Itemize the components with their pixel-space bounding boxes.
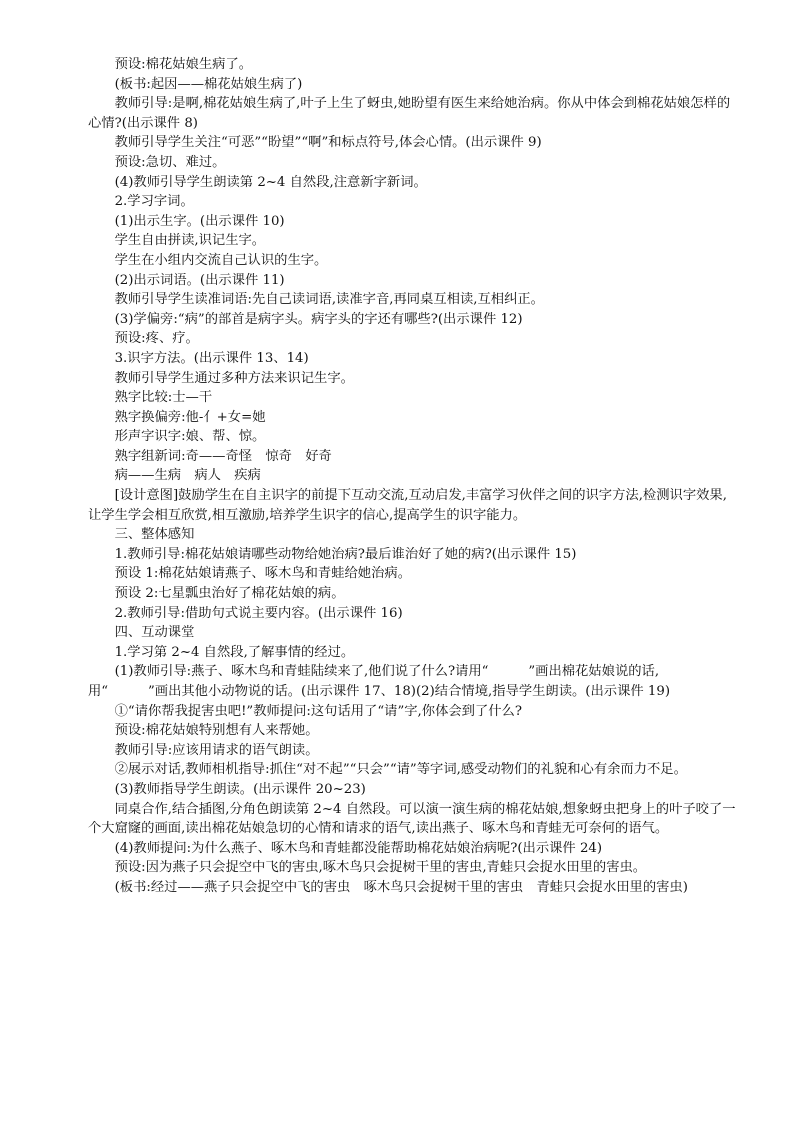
paragraph: 3.识字方法。(出示课件 13、14) bbox=[114, 350, 309, 366]
paragraph: 预设 2:七星瓢虫治好了棉花姑娘的病。 bbox=[114, 586, 345, 602]
paragraph: 教师引导学生读准词语:先自己读词语,读准字音,再同桌互相读,互相纠正。 bbox=[114, 292, 544, 308]
paragraph: 2.学习字词。 bbox=[114, 194, 194, 210]
paragraph: (3)学偏旁:“病”的部首是病字头。病字头的字还有哪些?(出示课件 12) bbox=[114, 311, 523, 327]
paragraph: 预设:疼、疗。 bbox=[114, 331, 199, 347]
paragraph: 教师引导:是啊,棉花姑娘生病了,叶子上生了蚜虫,她盼望有医生来给她治病。你从中体会到棉花姑娘怎样的心情?(出示课件 8) bbox=[88, 96, 731, 131]
paragraph: 预设:急切、难过。 bbox=[114, 154, 226, 170]
paragraph: 预设:棉花姑娘特别想有人来帮她。 bbox=[114, 723, 319, 739]
paragraph: 2.教师引导:借助句式说主要内容。(出示课件 16) bbox=[114, 605, 403, 621]
paragraph: 预设:棉花姑娘生病了。 bbox=[114, 57, 253, 72]
paragraph: (板书:起因——棉花姑娘生病了) bbox=[114, 76, 303, 92]
paragraph: 教师引导:应该用请求的语气朗读。 bbox=[114, 742, 319, 758]
paragraph: 同桌合作,结合插图,分角色朗读第 2~4 自然段。可以演一演生病的棉花姑娘,想象蚜虫把身上的叶子咬了一个大窟窿的画面,读出棉花姑娘急切的心情和请求的语气,读出燕子、啄木鸟和青蛙无可奈何的语气。 bbox=[88, 801, 736, 837]
document-page bbox=[88, 55, 738, 898]
paragraph: 教师引导学生通过多种方法来识记生字。 bbox=[114, 370, 354, 386]
paragraph: 熟字换偏旁:他-亻+女=她 bbox=[114, 409, 266, 425]
paragraph: (1)出示生字。(出示课件 10) bbox=[114, 213, 285, 229]
paragraph: 形声字识字:娘、帮、惊。 bbox=[114, 429, 266, 445]
paragraph: 学生自由拼读,识记生字。 bbox=[114, 233, 266, 249]
paragraph: (4)教师提问:为什么燕子、啄木鸟和青蛙都没能帮助棉花姑娘治病呢?(出示课件 24) bbox=[114, 840, 603, 856]
paragraph: 学生在小组内交流自己认识的生字。 bbox=[114, 252, 328, 268]
section-heading: 四、互动课堂 bbox=[114, 625, 195, 641]
paragraph: 预设:因为燕子只会捉空中飞的害虫,啄木鸟只会捉树干里的害虫,青蛙只会捉水田里的害虫。 bbox=[114, 860, 647, 876]
paragraph: 预设 1:棉花姑娘请燕子、啄木鸟和青蛙给她治病。 bbox=[114, 566, 411, 582]
paragraph: (4)教师引导学生朗读第 2~4 自然段,注意新字新词。 bbox=[114, 174, 427, 190]
paragraph: (1)教师引导:燕子、啄木鸟和青蛙陆续来了,他们说了什么?请用“ ”画出棉花姑娘说的话,用“ ”画出其他小动物说的话。(出示课件 17、18)(2)结合情境,指导学生朗读。(出示课件 19) bbox=[88, 664, 671, 699]
paragraph: (2)出示词语。(出示课件 11) bbox=[114, 272, 285, 288]
paragraph: (板书:经过——燕子只会捉空中飞的害虫 啄木鸟只会捉树干里的害虫 青蛙只会捉水田里的害虫) bbox=[114, 879, 688, 895]
paragraph: ①“请你帮我捉害虫吧!”教师提问:这句话用了“请”字,你体会到了什么? bbox=[114, 703, 522, 719]
paragraph: ②展示对话,教师相机指导:抓住“对不起”“只会”“请”等字词,感受动物们的礼貌和心有余而力不足。 bbox=[114, 762, 687, 778]
paragraph: 病——生病 病人 疾病 bbox=[114, 468, 261, 484]
paragraph: 熟字比较:士—干 bbox=[114, 390, 213, 406]
section-heading: 三、整体感知 bbox=[114, 527, 195, 543]
design-intent-paragraph: [设计意图]鼓励学生在自主识字的前提下互动交流,互动启发,丰富学习伙伴之间的识字方法,检测识字效果,让学生学会相互欣赏,相互激励,培养学生识字的信心,提高学生的识字能力。 bbox=[88, 488, 727, 523]
paragraph: 1.教师引导:棉花姑娘请哪些动物给她治病?最后谁治好了她的病?(出示课件 15) bbox=[114, 546, 577, 562]
paragraph: 1.学习第 2~4 自然段,了解事情的经过。 bbox=[114, 644, 355, 660]
paragraph: 教师引导学生关注“可恶”“盼望”“啊”和标点符号,体会心情。(出示课件 9) bbox=[114, 135, 542, 151]
paragraph: (3)教师指导学生朗读。(出示课件 20~23) bbox=[114, 781, 366, 797]
paragraph: 熟字组新词:奇——奇怪 惊奇 好奇 bbox=[114, 448, 332, 464]
